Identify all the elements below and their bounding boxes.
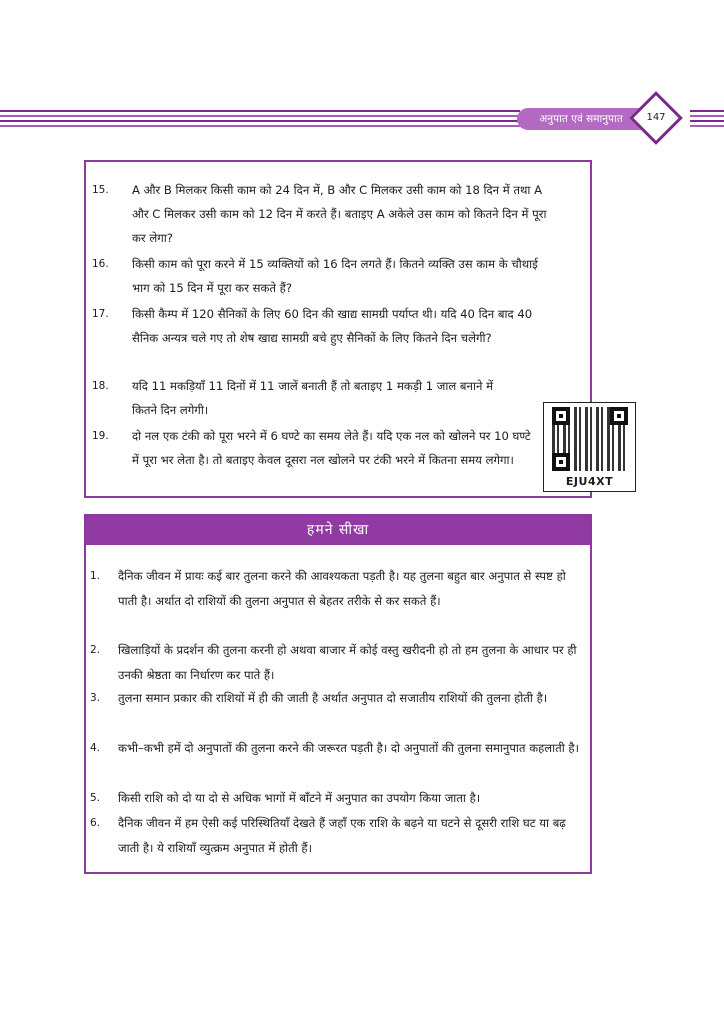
point-number: 3. xyxy=(90,692,101,704)
exercise-text: किसी काम को पूरा करने में 15 व्यक्तियों को 16 दिन लगते हैं। कितने व्यक्ति उस काम के चौथाई भाग को 15 दिन में पूरा कर सकते हैं? xyxy=(132,257,538,295)
point-text: किसी राशि को दो या दो से अधिक भागों में बाँटने में अनुपात का उपयोग किया जाता है। xyxy=(118,791,481,805)
exercise-item xyxy=(86,374,506,422)
exercise-number: 19. xyxy=(92,430,109,442)
exercise-text: किसी कैम्प में 120 सैनिकों के लिए 60 दिन की खाद्य सामग्री पर्याप्त थी। यदि 40 दिन बाद 40 सैनिक अन्यत्र चले गए तो शेष खाद्य सामग्री बचे हुए सैनिकों के लिए कितने दिन चलेगी? xyxy=(132,307,533,345)
learned-point xyxy=(86,564,582,614)
point-text: दैनिक जीवन में प्रायः कई बार तुलना करने की आवश्यकता पड़ती है। यह तुलना बहुत बार अनुपात से स्पष्ट हो पाती है। अर्थात दो राशियों की तुलना अनुपात से बेहतर तरीके से कर सकते हैं। xyxy=(118,569,566,608)
qr-code-text: EJU4XT xyxy=(565,475,614,488)
chapter-title: अनुपात एवं समानुपात xyxy=(517,108,645,130)
qr-finder-icon xyxy=(552,453,570,471)
exercise-number: 16. xyxy=(92,258,109,270)
qr-finder-icon xyxy=(610,407,628,425)
exercise-item xyxy=(86,424,541,472)
exercise-item xyxy=(86,252,556,300)
learned-box xyxy=(84,514,592,874)
point-text: खिलाड़ियों के प्रदर्शन की तुलना करनी हो अथवा बाजार में कोई वस्तु खरीदनी हो तो हम तुलना के आधार पर ही उनकी श्रेष्ठता का निर्धारण कर पाते हैं। xyxy=(118,643,577,682)
point-number: 6. xyxy=(90,817,101,829)
learned-point xyxy=(86,686,582,711)
point-number: 4. xyxy=(90,742,101,754)
qr-code[interactable] xyxy=(543,402,636,492)
page-number: 147 xyxy=(646,112,666,123)
point-number: 2. xyxy=(90,644,101,656)
exercise-item xyxy=(86,302,556,350)
exercise-number: 18. xyxy=(92,380,109,392)
learned-point xyxy=(86,638,582,688)
point-text: तुलना समान प्रकार की राशियों में ही की जाती है अर्थात अनुपात दो सजातीय राशियों की तुलना होती है। xyxy=(118,691,548,705)
point-number: 5. xyxy=(90,792,101,804)
point-text: कभी–कभी हमें दो अनुपातों की तुलना करने की जरूरत पड़ती है। दो अनुपातों की तुलना समानुपात कहलाती है। xyxy=(118,741,579,755)
point-text: दैनिक जीवन में हम ऐसी कई परिस्थितियाँ देखते हैं जहाँ एक राशि के बढ़ने या घटने से दूसरी राशि घट या बढ़ जाती है। ये राशियाँ व्युत्क्रम अनुपात में होती हैं। xyxy=(118,816,566,855)
exercise-text: दो नल एक टंकी को पूरा भरने में 6 घण्टे का समय लेते हैं। यदि एक नल को खोलने पर 10 घण्टे में पूरा भर लेता है। तो बताइए केवल दूसरा नल खोलने पर टंकी भरने में कितना समय लगेगा। xyxy=(132,429,531,467)
learned-point xyxy=(86,736,582,761)
exercise-text: A और B मिलकर किसी काम को 24 दिन में, B और C मिलकर उसी काम को 18 दिन में तथा A और C मिलकर उसी काम को 12 दिन में करते हैं। बताइए A अकेले उस काम को कितने दिन में पूरा कर लेगा? xyxy=(132,183,547,245)
learned-point xyxy=(86,786,582,811)
point-number: 1. xyxy=(90,570,101,582)
exercise-number: 17. xyxy=(92,308,109,320)
learned-title: हमने सीखा xyxy=(86,516,590,545)
exercise-box xyxy=(84,160,592,498)
exercise-text: यदि 11 मकड़ियाँ 11 दिनों में 11 जालें बनाती हैं तो बताइए 1 मकड़ी 1 जाल बनाने में कितने दिन लगेगी। xyxy=(132,379,494,417)
learned-point xyxy=(86,811,582,861)
qr-finder-icon xyxy=(552,407,570,425)
exercise-item xyxy=(86,178,556,250)
exercise-number: 15. xyxy=(92,184,109,196)
